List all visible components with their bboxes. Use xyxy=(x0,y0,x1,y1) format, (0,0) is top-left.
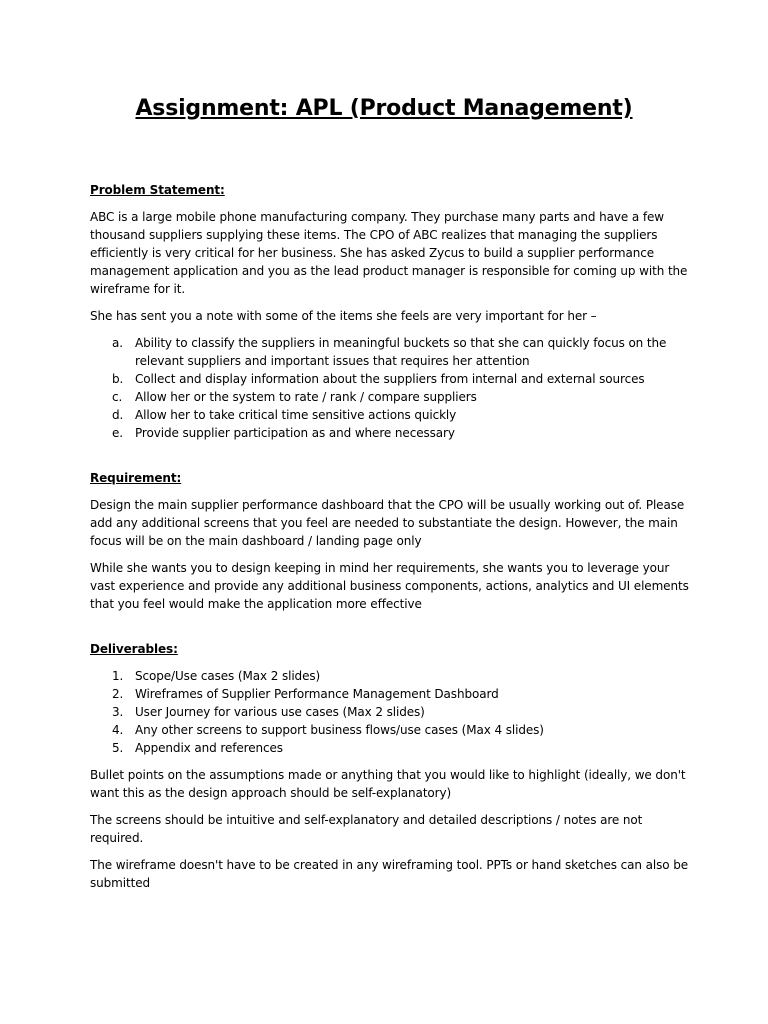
deliverables-paragraph-3: The wireframe doesn't have to be created in any wireframing tool. PPTs or hand sketches can also be submitted xyxy=(90,858,689,890)
deliverables-paragraph-2: The screens should be intuitive and self-explanatory and detailed descriptions / notes are not required. xyxy=(90,813,643,845)
list-item-text: Scope/Use cases (Max 2 slides) xyxy=(135,669,321,683)
list-item xyxy=(90,685,690,703)
list-item-text: Allow her to take critical time sensitive actions quickly xyxy=(135,408,457,422)
list-item xyxy=(90,406,690,424)
requirement-paragraph-2: While she wants you to design keeping in mind her requirements, she wants you to leverage your vast experience and provide any additional business components, actions, analytics and UI elements that you feel would make the application more effective xyxy=(90,561,689,611)
requirement-heading: Requirement: xyxy=(90,471,182,485)
list-marker: 4. xyxy=(112,723,124,737)
list-marker: a. xyxy=(112,336,123,350)
list-item xyxy=(90,703,690,721)
list-item-text: Ability to classify the suppliers in meaningful buckets so that she can quickly focus on the relevant suppliers and important issues that requires her attention xyxy=(135,336,667,368)
list-item xyxy=(90,739,690,757)
list-item-text: Allow her or the system to rate / rank / compare suppliers xyxy=(135,390,477,404)
deliverables-paragraph-1: Bullet points on the assumptions made or anything that you would like to highlight (ideally, we don't want this as the design approach should be self-explanatory) xyxy=(90,768,686,800)
section-spacer xyxy=(90,451,690,469)
list-item xyxy=(90,721,690,739)
list-marker: d. xyxy=(112,408,124,422)
problem-paragraph-1: ABC is a large mobile phone manufacturing company. They purchase many parts and have a few thousand suppliers supplying these items. The CPO of ABC realizes that managing the suppliers efficiently is very critical for her business. She has asked Zycus to build a supplier performance management application and you as the lead product manager is responsible for coming up with the wireframe for it. xyxy=(90,210,688,296)
list-marker: c. xyxy=(112,390,123,404)
list-item-text: User Journey for various use cases (Max 2 slides) xyxy=(135,705,425,719)
list-item-text: Collect and display information about the suppliers from internal and external sources xyxy=(135,372,645,386)
document-body xyxy=(90,181,690,901)
list-item-text: Wireframes of Supplier Performance Management Dashboard xyxy=(135,687,499,701)
list-item xyxy=(90,424,690,442)
page-title: Assignment: APL (Product Management) xyxy=(135,96,633,121)
list-item xyxy=(90,370,690,388)
list-marker: 5. xyxy=(112,741,124,755)
list-marker: e. xyxy=(112,426,123,440)
requirements-list xyxy=(90,334,690,442)
list-item-text: Any other screens to support business flows/use cases (Max 4 slides) xyxy=(135,723,544,737)
section-spacer xyxy=(90,622,690,640)
list-item-text: Appendix and references xyxy=(135,741,283,755)
list-item xyxy=(90,388,690,406)
list-marker: 1. xyxy=(112,669,124,683)
deliverables-heading: Deliverables: xyxy=(90,642,178,656)
list-item-text: Provide supplier participation as and where necessary xyxy=(135,426,455,440)
list-item xyxy=(90,334,690,370)
list-marker: b. xyxy=(112,372,124,386)
deliverables-list xyxy=(90,667,690,757)
problem-statement-heading: Problem Statement: xyxy=(90,183,225,197)
requirement-paragraph-1: Design the main supplier performance dashboard that the CPO will be usually working out of. Please add any additional screens that you feel are needed to substantiate the design. However, the main focus will be on the main dashboard / landing page only xyxy=(90,498,685,548)
list-marker: 2. xyxy=(112,687,124,701)
problem-paragraph-2: She has sent you a note with some of the items she feels are very important for her – xyxy=(90,309,597,323)
list-item xyxy=(90,667,690,685)
list-marker: 3. xyxy=(112,705,124,719)
